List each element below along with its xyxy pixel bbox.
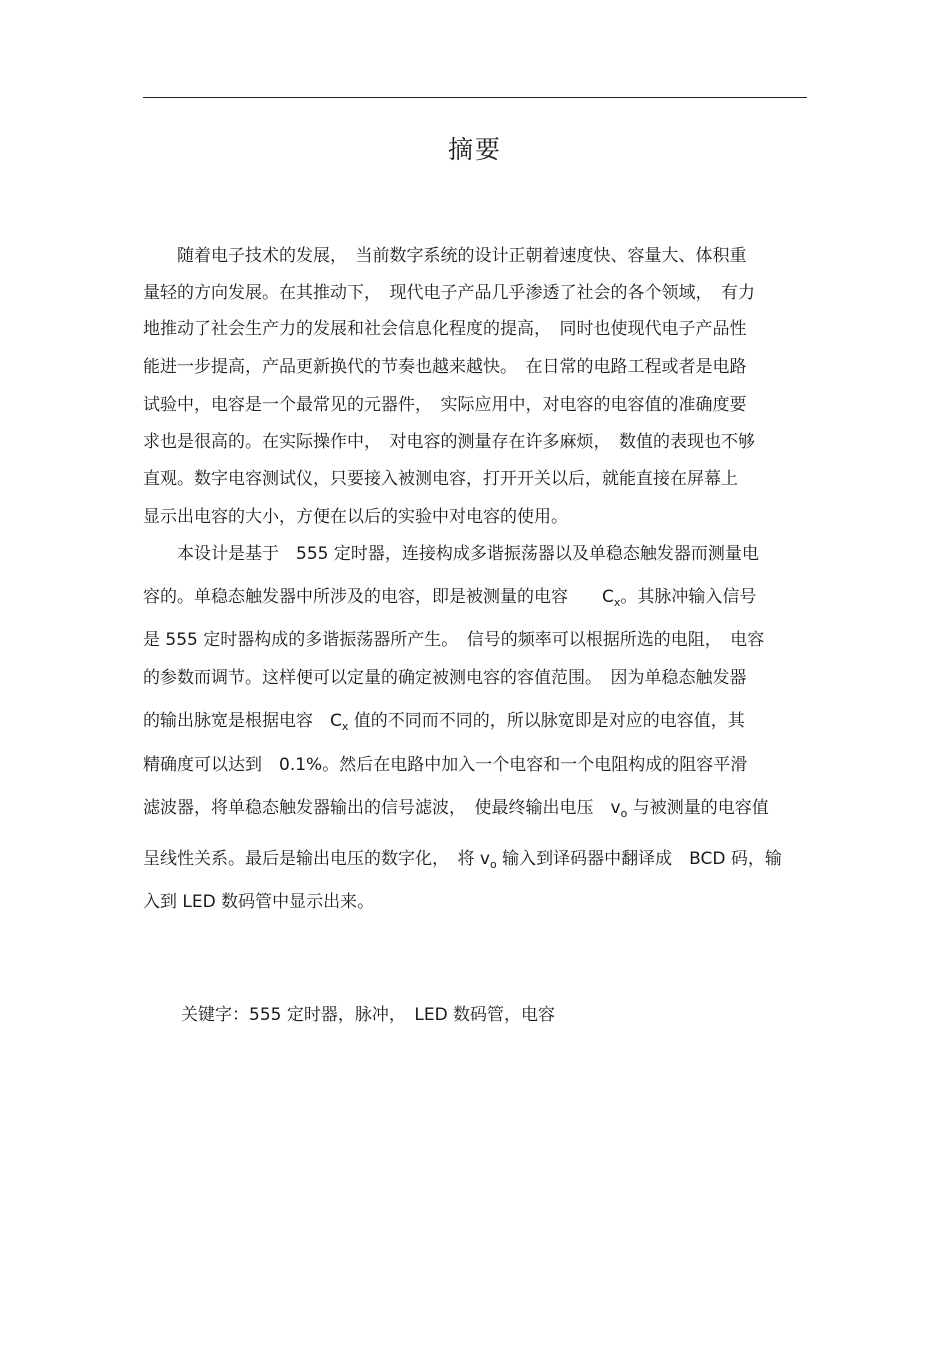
text-line: 入到 LED 数码管中显示出来。 (143, 892, 375, 912)
subscript: x (341, 720, 349, 733)
text-line: 求也是很高的。在实际操作中， 对电容的测量存在许多麻烦， 数值的表现也不够 (143, 432, 755, 452)
text-segment: 与被测量的电容值 (627, 798, 769, 818)
text-line (143, 708, 745, 734)
text-line: 是 555 定时器构成的多谐振荡器所产生。 信号的频率可以根据所选的电阻， 电容 (143, 630, 765, 650)
text-line (143, 795, 769, 821)
text-segment: 呈线性关系。最后是输出电压的数字化， 将 v (143, 849, 490, 869)
text-line: 直观。数字电容测试仪，只要接入被测电容，打开开关以后，就能直接在屏幕上 (143, 469, 738, 489)
text-line: 试验中，电容是一个最常见的元器件， 实际应用中，对电容的电容值的准确度要 (143, 395, 747, 415)
text-segment: 的输出脉宽是根据电容 C (143, 711, 342, 731)
text-segment: 输入到译码器中翻译成 BCD 码，输 (496, 849, 782, 869)
text-line: 的参数而调节。这样便可以定量的确定被测电容的容值范围。 因为单稳态触发器 (143, 668, 747, 688)
text-segment: 滤波器，将单稳态触发器输出的信号滤波， 使最终输出电压 v (143, 798, 621, 818)
text-line (143, 584, 756, 610)
text-segment: 容的。单稳态触发器中所涉及的电容，即是被测量的电容 C (143, 587, 614, 607)
keywords: 关键字：555 定时器，脉冲， LED 数码管，电容 (181, 1005, 556, 1025)
text-line: 地推动了社会生产力的发展和社会信息化程度的提高， 同时也使现代电子产品性 (143, 319, 747, 339)
subscript: o (489, 858, 497, 871)
page-title: 摘要 (447, 135, 502, 164)
text-line: 显示出电容的大小，方便在以后的实验中对电容的使用。 (143, 507, 568, 527)
text-segment: 值的不同而不同的，所以脉宽即是对应的电容值，其 (348, 711, 745, 731)
text-line: 量轻的方向发展。在其推动下， 现代电子产品几乎渗透了社会的各个领域， 有力 (143, 283, 755, 303)
text-line: 能进一步提高，产品更新换代的节奏也越来越快。 在日常的电路工程或者是电路 (143, 357, 747, 377)
text-segment: 。其脉冲输入信号 (620, 587, 757, 607)
text-line: 本设计是基于 555 定时器，连接构成多谐振荡器以及单稳态触发器而测量电 (143, 544, 759, 564)
header-rule (143, 97, 807, 98)
text-line (143, 846, 782, 872)
subscript: o (620, 807, 628, 820)
text-line: 随着电子技术的发展， 当前数字系统的设计正朝着速度快、容量大、体积重 (143, 246, 747, 266)
text-line: 精确度可以达到 0.1%。然后在电路中加入一个电容和一个电阻构成的阻容平滑 (143, 755, 748, 775)
subscript: x (613, 596, 621, 609)
